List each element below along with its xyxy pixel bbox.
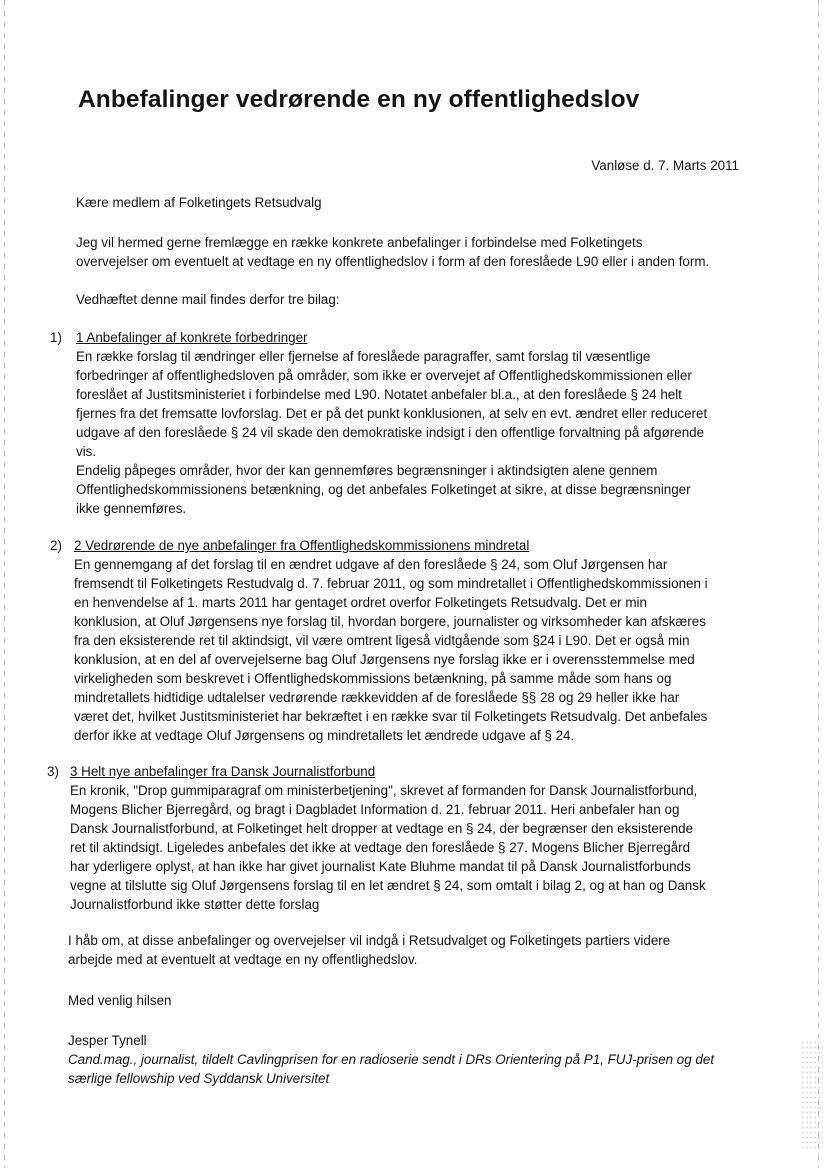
scan-edge-right bbox=[818, 0, 819, 1168]
item-line: udgave af den foreslåede § 24 vil skade den demokratiske indsigt i den offentlige forvaltning på afgørende bbox=[76, 425, 705, 440]
item-line: ikke gennemføres. bbox=[76, 501, 187, 516]
intro-paragraph bbox=[76, 233, 766, 271]
intro-line: Jeg vil hermed gerne fremlægge en række konkrete anbefalinger i forbindelse med Folketingets bbox=[76, 235, 643, 250]
item-body bbox=[70, 762, 706, 914]
signature-note-line: Cand.mag., journalist, tildelt Cavlingprisen for en radioserie sendt i DRs Orientering på P1, FUJ-prisen og det bbox=[68, 1052, 715, 1067]
sign-off bbox=[68, 991, 758, 1010]
item-line: foreslået af Justitsministeriet i forbindelse med L90. Notatet anbefaler bl.a., at den foreslåede § 24 helt bbox=[76, 387, 682, 402]
item-line: har yderligere oplyst, at han ikke har givet journalist Kate Bluhme mandat til på Dansk Journalistforbunds bbox=[70, 859, 691, 874]
closing-line: I håb om, at disse anbefalinger og overvejelser vil indgå i Retsudvalget og Folketingets partiers videre bbox=[68, 933, 671, 948]
item-heading: 2 Vedrørende de nye anbefalinger fra Offentlighedskommissionens mindretal bbox=[74, 538, 530, 553]
attachments-intro bbox=[76, 290, 766, 309]
signature-name: Jesper Tynell bbox=[68, 1033, 147, 1048]
scan-edge-left bbox=[4, 0, 5, 1168]
item-line: været det, hvilket Justitsministeriet har bekræftet i en række svar til Folketingets Retsudvalg. Det anbefales bbox=[74, 709, 708, 724]
item-line: vis. bbox=[76, 444, 97, 459]
attachments-intro-text: Vedhæftet denne mail findes derfor tre bilag: bbox=[76, 292, 340, 307]
signature-block bbox=[68, 1031, 758, 1088]
item-line: En kronik, "Drop gummiparagraf om ministerbetjening", skrevet af formanden for Dansk Journalistforbund, bbox=[70, 783, 698, 798]
signature-note-line: særlige fellowship ved Syddansk Universitet bbox=[68, 1071, 330, 1086]
closing-line: arbejde med at eventuelt at vedtage en ny offentlighedslov. bbox=[68, 952, 418, 967]
item-line: mindretallets hidtidige udtalelser vedrørende rækkevidden af de foreslåede §§ 28 og 29 heller ikke har bbox=[74, 690, 680, 705]
item-heading: 1 Anbefalinger af konkrete forbedringer bbox=[76, 330, 308, 345]
item-line: Offentlighedskommissionens betænkning, og det anbefales Folketinget at sikre, at disse begrænsninger bbox=[76, 482, 691, 497]
intro-line: overvejelser om eventuelt at vedtage en ny offentlighedslov i form af den foreslåede L90 eller i anden form. bbox=[76, 254, 710, 269]
salutation-text: Kære medlem af Folketingets Retsudvalg bbox=[76, 195, 322, 210]
item-number: 3) bbox=[47, 764, 59, 779]
item-heading: 3 Helt nye anbefalinger fra Dansk Journalistforbund bbox=[70, 764, 376, 779]
item-line: vegne at tilslutte sig Oluf Jørgensens forslag til en let ændret § 24, som omtalt i bilag 2, og at han og Dansk bbox=[70, 878, 706, 893]
item-line: konklusion, at en del af overvejelserne bag Oluf Jørgensens nye forslag ikke er i overensstemmelse med bbox=[74, 652, 695, 667]
item-line: konklusion, at Oluf Jørgensens nye forslag til, hvordan borgere, journalister og virksomheder kan afskæres bbox=[74, 614, 706, 629]
item-line: Dansk Journalistforbund, at Folketinget helt dropper at vedtage en § 24, der begrænser den eksisterende bbox=[70, 821, 694, 836]
scan-noise bbox=[801, 1040, 823, 1150]
item-line: forbedringer af offentlighedsloven på områder, som ikke er overvejet af Offentlighedskommissionen eller bbox=[76, 368, 692, 383]
item-line: En række forslag til ændringer eller fjernelse af foreslåede paragraffer, samt forslag til væsentlige bbox=[76, 349, 651, 364]
dateline: Vanløse d. 7. Marts 2011 bbox=[591, 158, 739, 173]
item-number: 1) bbox=[50, 330, 62, 345]
item-line: Endelig påpeges områder, hvor der kan gennemføres begrænsninger i aktindsigten alene gennem bbox=[76, 463, 658, 478]
closing-paragraph bbox=[68, 931, 758, 969]
item-line: En gennemgang af det forslag til en ændret udgave af den foreslåede § 24, som Oluf Jørgensen har bbox=[74, 557, 668, 572]
item-body bbox=[74, 536, 708, 745]
item-body bbox=[76, 328, 707, 518]
salutation bbox=[76, 193, 766, 212]
item-line: fremsendt til Folketingets Restudvalg d. 7. februar 2011, og som mindretallet i Offentlighedskommissionen i bbox=[74, 576, 708, 591]
item-line: Mogens Blicher Bjerregård, og bragt i Dagbladet Information d. 21. februar 2011. Heri anbefaler han og bbox=[70, 802, 680, 817]
item-line: derfor ikke at vedtage Oluf Jørgensens og mindretallets let ændrede udgave af § 24. bbox=[74, 728, 575, 743]
document-title: Anbefalinger vedrørende en ny offentlighedslov bbox=[78, 86, 640, 113]
item-line: fjernes fra det fremsatte lovforslag. Det er på det punkt konklusionen, at selv en evt. ændret eller reduceret bbox=[76, 406, 708, 421]
item-line: virkeligheden som beskrevet i Offentlighedskommissions betænkning, på samme måde som hans og bbox=[74, 671, 672, 686]
item-number: 2) bbox=[50, 538, 62, 553]
item-line: fra den eksisterende ret til aktindsigt, vil være omtrent ligeså vidtgående som §24 i L90. Det er også min bbox=[74, 633, 690, 648]
item-line: Journalistforbund ikke støtter dette forslag bbox=[70, 897, 320, 912]
sign-off-text: Med venlig hilsen bbox=[68, 993, 172, 1008]
item-line: en henvendelse af 1. marts 2011 har gentaget ordret overfor Folketingets Retsudvalg. Det er min bbox=[74, 595, 647, 610]
item-line: ret til aktindsigt. Ligeledes anbefales det ikke at vedtage den foreslåede § 27. Mogens Blicher Bjerregård bbox=[70, 840, 691, 855]
